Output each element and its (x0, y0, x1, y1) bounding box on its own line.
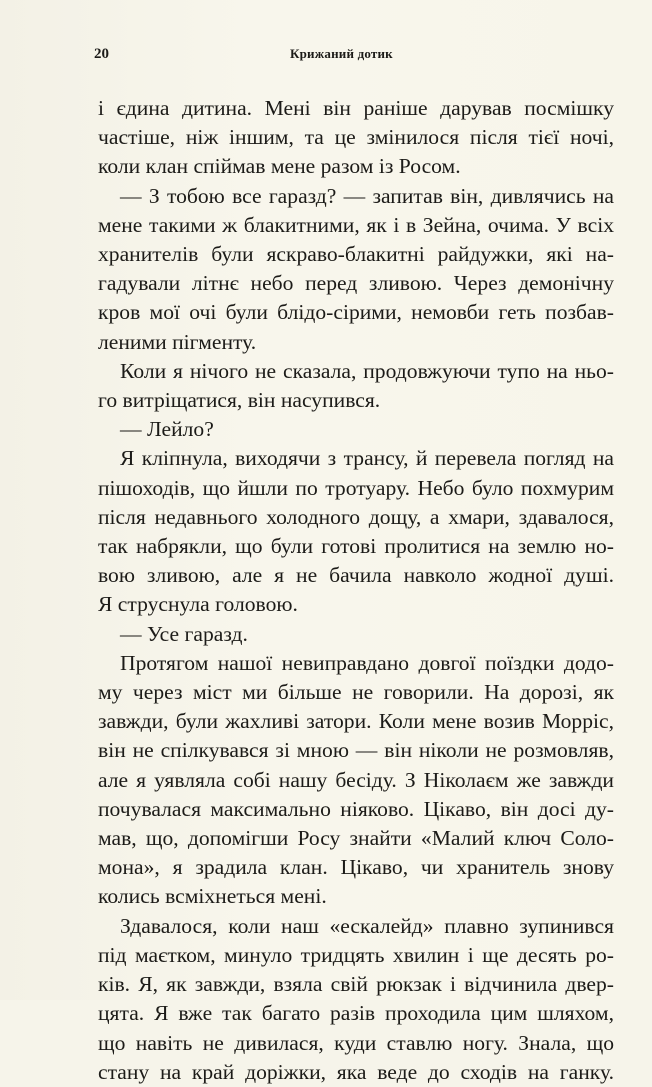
text-line: і єдина дитина. Мені він раніше дарував посмішку (98, 96, 614, 120)
text-line: вою зливою, але я не бачила навколо жодної душі. (98, 563, 614, 588)
text-line: він не спілкувався зі мною — він ніколи не розмовляв, (98, 738, 614, 763)
text-line: го витріщатися, він насупився. (98, 388, 381, 413)
text-line: після недавнього холодного дощу, а хмари, здавалося, (98, 504, 614, 529)
text-line: Я струснула головою. (98, 592, 298, 617)
text-line: так набрякли, що були готові пролитися на землю но- (98, 534, 614, 559)
text-line: — Лейло? (120, 417, 214, 442)
text-line: мене такими ж блакитними, як і в Зейна, очима. У всіх (98, 212, 614, 237)
body-text (98, 94, 614, 1087)
text-line: Здавалося, коли наш «ескалейд» плавно зупинився (120, 913, 614, 938)
text-line: — З тобою все гаразд? — запитав він, дивлячись на (120, 183, 614, 208)
text-line: мона», я зрадила клан. Цікаво, чи хранитель знову (98, 855, 614, 880)
text-line: гадували літнє небо перед зливою. Через демонічну (98, 271, 614, 296)
text-line: хранителів були яскраво-блакитні райдужки, які на- (98, 242, 614, 267)
text-line: колись всміхнеться мені. (98, 884, 327, 909)
text-line: але я уявляла собі нашу бесіду. З Ніколаєм же завжди (98, 767, 614, 792)
running-title: Крижаний дотик (290, 46, 393, 61)
text-line: що навіть не дивилася, куди ставлю ногу. Знала, що (98, 1030, 614, 1055)
text-line: Коли я нічого не сказала, продовжуючи тупо на ньо- (120, 358, 614, 383)
text-line: під маєтком, минуло тридцять хвилин і ще десять ро- (98, 942, 614, 967)
text-line: частіше, ніж іншим, та це змінилося після тієї ночі, (98, 125, 614, 150)
text-line: леними пігменту. (98, 329, 257, 354)
text-line: коли клан спіймав мене разом із Росом. (98, 154, 461, 179)
text-line: цята. Я вже так багато разів проходила цим шляхом, (98, 1001, 614, 1026)
text-line: Я кліпнула, виходячи з трансу, й перевела погляд на (120, 446, 614, 471)
text-line: мав, що, допомігши Росу знайти «Малий ключ Соло- (98, 826, 614, 851)
text-line: стану на край доріжки, яка веде до сходів на ганку. (98, 1059, 614, 1084)
page-number: 20 (94, 46, 109, 62)
text-line: Протягом нашої невиправдано довгої поїздки додо- (120, 650, 614, 675)
page-header (94, 46, 614, 70)
text-line: почувалася максимально ніяково. Цікаво, він досі ду- (98, 796, 614, 821)
text-line: кров мої очі були блідо-сірими, немовби геть позбав- (98, 300, 614, 325)
text-line: му через міст ми більше не говорили. На дорозі, як (98, 680, 614, 705)
text-line: — Усе гаразд. (120, 621, 248, 646)
text-line: пішоходів, що йшли по тротуару. Небо було похмурим (98, 475, 614, 500)
text-line: завжди, були жахливі затори. Коли мене возив Морріс, (98, 709, 614, 734)
text-line: ків. Я, як завжди, взяла свій рюкзак і відчинила двер- (98, 972, 614, 997)
